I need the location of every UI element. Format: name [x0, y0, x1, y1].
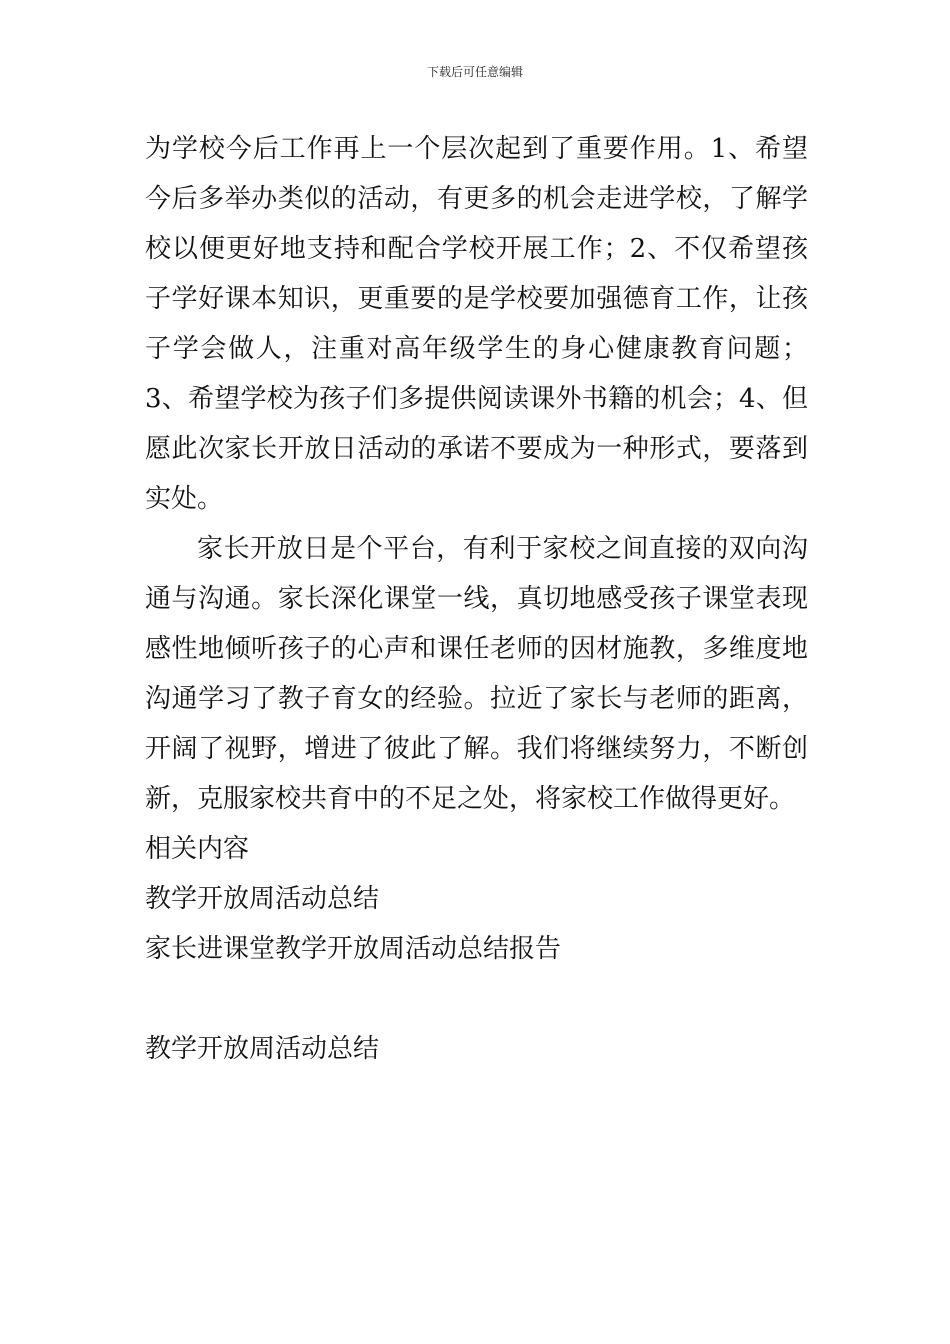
- document-body: [145, 124, 808, 1074]
- related-heading: 相关内容: [145, 834, 250, 864]
- spacer: [145, 974, 808, 1024]
- paragraph-2: 家长开放日是个平台，有利于家校之间直接的双向沟通与沟通。家长深化课堂一线，真切地感受孩子课堂表现感性地倾听孩子的心声和课任老师的因材施教，多维度地沟通学习了教子育女的经验。拉近了家长与老师的距离，开阔了视野，增进了彼此了解。我们将继续努力，不断创新，克服家校共育中的不足之处，将家校工作做得更好。: [145, 534, 808, 814]
- header-note: 下载后可任意编辑: [426, 65, 523, 79]
- section-title: 教学开放周活动总结: [145, 1034, 380, 1064]
- related-link-1[interactable]: 教学开放周活动总结: [145, 884, 380, 914]
- paragraph-1: 为学校今后工作再上一个层次起到了重要作用。1、希望今后多举办类似的活动，有更多的机会走进学校，了解学校以便更好地支持和配合学校开展工作；2、不仅希望孩子学好课本知识，更重要的是学校要加强德育工作，让孩子学会做人，注重对高年级学生的身心健康教育问题；3、希望学校为孩子们多提供阅读课外书籍的机会；4、但愿此次家长开放日活动的承诺不要成为一种形式，要落到实处。: [145, 134, 808, 514]
- related-link-2[interactable]: 家长进课堂教学开放周活动总结报告: [145, 934, 562, 964]
